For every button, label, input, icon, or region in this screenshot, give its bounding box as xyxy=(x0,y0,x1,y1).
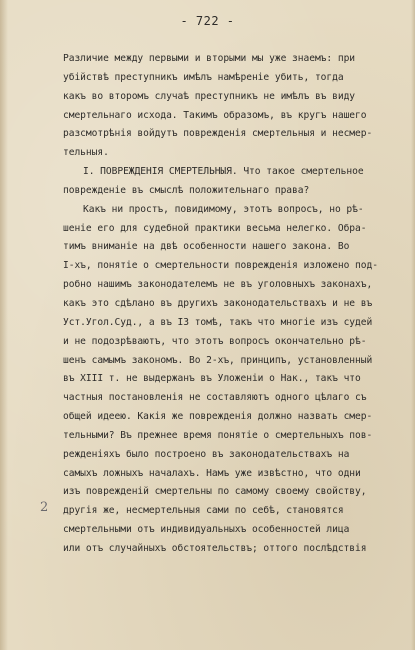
text-line: робно нашимъ законодателемъ не въ уголовныхъ законахъ, xyxy=(63,279,373,291)
section-heading-line: I. ПОВРЕЖДЕНІЯ СМЕРТЕЛЬНЫЯ. Что такое смертельное xyxy=(83,166,364,178)
text-line: самыхъ ложныхъ началахъ. Намъ уже извѣстно, что одни xyxy=(63,467,361,479)
page-left-edge-shadow xyxy=(0,0,8,650)
text-line: смертельными отъ индивидуальныхъ особенностей лица xyxy=(63,524,350,536)
text-line: режденіяхъ было построено въ законодательствахъ на xyxy=(63,448,350,460)
text-line: шенъ самымъ закономъ. Во 2-хъ, принципъ, установленный xyxy=(63,354,373,366)
margin-handwritten-mark: 2 xyxy=(40,500,49,515)
page-number: - 722 - xyxy=(180,14,235,28)
text-line: тимъ вниманіе на двѣ особенности нашего закона. Во xyxy=(63,241,350,253)
text-line: какъ это сдѣлано въ другихъ законодательствахъ и не въ xyxy=(63,297,373,309)
text-line: изъ поврежденій смертельны по самому своему свойству, xyxy=(63,486,367,498)
body-text xyxy=(63,50,403,559)
text-line: Различие между первыми и вторыми мы уже знаемъ: при xyxy=(63,53,356,64)
text-line: тельными? Въ прежнее время понятіе о смертельныхъ пов- xyxy=(63,429,373,441)
page-right-edge-shadow xyxy=(411,0,415,650)
text-line: тельныя. xyxy=(63,147,109,159)
text-line: смертельнаго исхода. Такимъ образомъ, въ кругъ нашего xyxy=(63,109,367,121)
text-line: частныя постановленія не составляютъ одного цѣлаго съ xyxy=(63,392,367,404)
text-line: или отъ случайныхъ обстоятельствъ; оттого послѣдствія xyxy=(63,542,367,554)
text-line: Уст.Угол.Суд., а въ I3 томѣ, такъ что многіе изъ судей xyxy=(63,316,373,328)
text-line: и не подозрѣваютъ, что этотъ вопросъ окончательно рѣ- xyxy=(63,335,367,347)
text-line: какъ во второмъ случаѣ преступникъ не имѣлъ въ виду xyxy=(63,90,356,102)
text-line: общей идеею. Какія же поврежденія должно назвать смер- xyxy=(63,411,373,423)
text-line: въ XIII т. не выдержанъ въ Уложеніи о Нак., такъ что xyxy=(63,373,361,385)
text-line: поврежденіе въ смыслѣ положительнаго права? xyxy=(63,184,310,196)
text-line: шеніе его для судебной практики весьма нелегко. Обра- xyxy=(63,222,367,234)
text-line: убійствѣ преступникъ имѣлъ намѣреніе убить, тогда xyxy=(63,71,344,83)
paragraph-first-line: Какъ ни простъ, повидимому, этотъ вопросъ, но рѣ- xyxy=(83,203,364,215)
text-line: I-хъ, понятіе о смертельности поврежденія изложено под- xyxy=(63,260,378,272)
text-line: другія же, несмертельныя сами по себѣ, становятся xyxy=(63,505,344,517)
text-line: разсмотрѣнія войдутъ поврежденія смертельныя и несмер- xyxy=(63,128,373,140)
